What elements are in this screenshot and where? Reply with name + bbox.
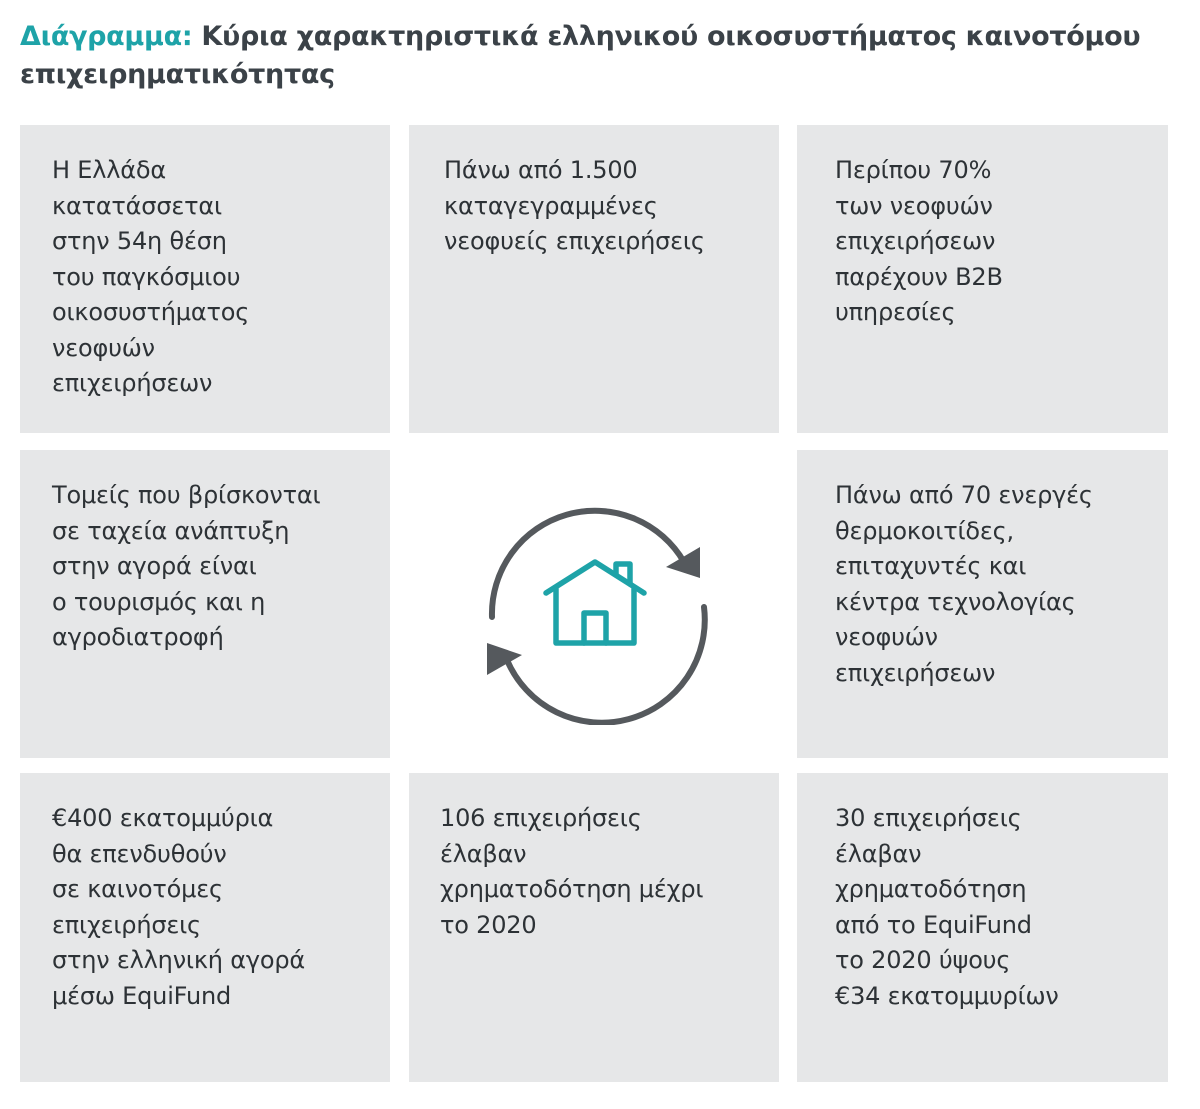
box-middle-right-text: Πάνω από 70 ενεργές θερμοκοιτίδες, επιταχυντές και κέντρα τεχνολογίας νεοφυών επιχειρήσεων	[835, 481, 1093, 687]
box-top-center	[409, 125, 779, 433]
box-bottom-left	[20, 773, 390, 1082]
box-top-left	[20, 125, 390, 433]
box-bottom-right-text: 30 επιχειρήσεις έλαβαν χρηματοδότηση από το EquiFund το 2020 ύψους €34 εκατομμυρίων	[835, 804, 1059, 1010]
diagram-title-lead: Διάγραμμα:	[20, 21, 193, 52]
cycle-arrows-icon	[470, 505, 720, 725]
box-bottom-right	[797, 773, 1168, 1082]
box-middle-left-text: Τομείς που βρίσκονται σε ταχεία ανάπτυξη στην αγορά είναι ο τουρισμός και η αγροδιατροφή	[52, 481, 321, 651]
box-top-right	[797, 125, 1168, 433]
house-icon	[546, 562, 644, 643]
box-top-left-text: Η Ελλάδα κατατάσσεται στην 54η θέση του παγκόσμιου οικοσυστήματος νεοφυών επιχειρήσεων	[52, 156, 250, 397]
box-bottom-center	[409, 773, 779, 1082]
box-top-center-text: Πάνω από 1.500 καταγεγραμμένες νεοφυείς επιχειρήσεις	[444, 156, 705, 255]
arrowhead-lower-icon	[487, 643, 522, 675]
box-middle-right	[797, 450, 1168, 758]
diagram-title-text: Κύρια χαρακτηριστικά ελληνικού οικοσυστήματος καινοτόμου επιχειρηματικότητας	[20, 21, 1141, 90]
box-top-right-text: Περίπου 70% των νεοφυών επιχειρήσεων παρέχουν B2B υπηρεσίες	[835, 156, 1003, 326]
box-bottom-center-text: 106 επιχειρήσεις έλαβαν χρηματοδότηση μέχρι το 2020	[440, 804, 704, 939]
box-middle-left	[20, 450, 390, 758]
box-bottom-left-text: €400 εκατομμύρια θα επενδυθούν σε καινοτόμες επιχειρήσεις στην ελληνική αγορά μέσω EquiFund	[52, 804, 305, 1010]
diagram-title	[20, 18, 1180, 94]
arrowhead-upper-icon	[666, 547, 700, 578]
